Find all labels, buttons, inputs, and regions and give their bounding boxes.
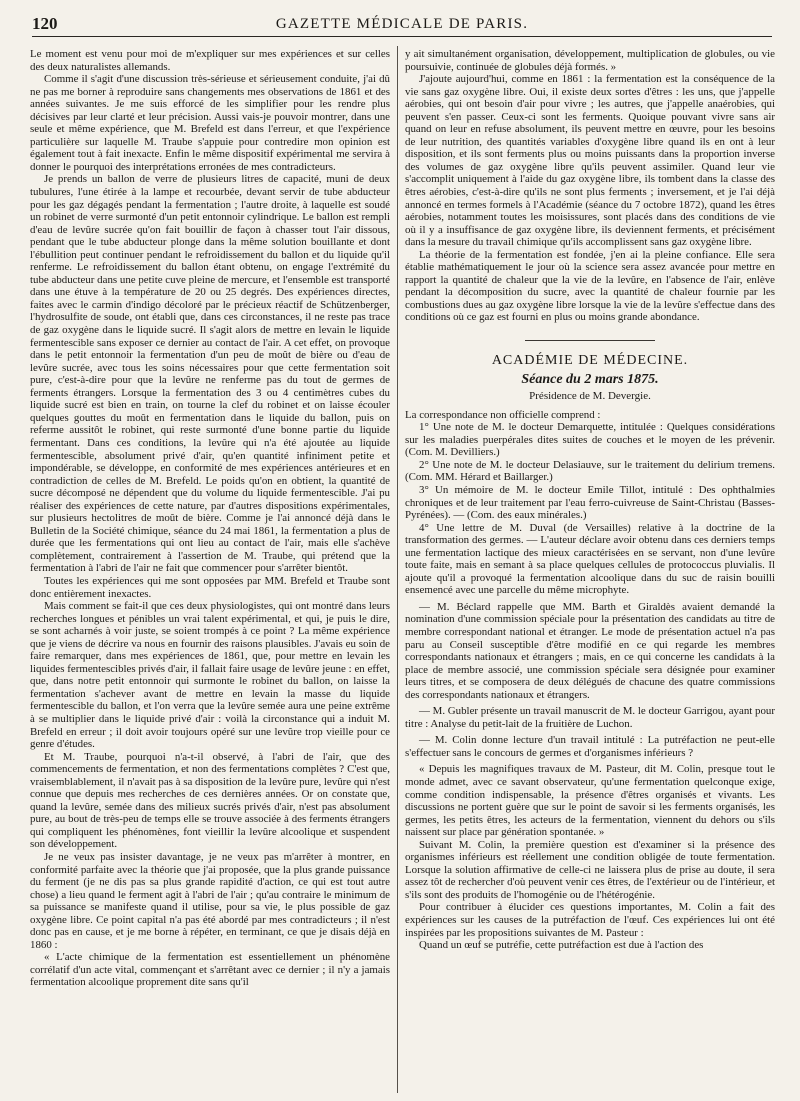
paragraph: Pour contribuer à élucider ces questions importantes, M. Colin a fait des expériences sur les causes de la putréfaction de l'œuf. Ces expériences lui ont été inspirées par les propositions suivantes de M. Pasteur : (405, 901, 775, 939)
presidence-line: Présidence de M. Devergie. (529, 390, 651, 403)
list-item: 2° Une note de M. le docteur Delasiauve, sur le traitement du delirium tremens. (Com. MM. Hérard et Baillarger.) (405, 458, 775, 484)
list-item: 3° Un mémoire de M. le docteur Emile Tillot, intitulé : Des ophthalmies chroniques et de leur traitement par l'eau ferro-cuivreuse de Saint-Christau (Basses-Pyrénées). — (Com. des eaux minérales.) (405, 483, 775, 522)
section-separator (525, 340, 655, 341)
quote-paragraph: « Depuis les magnifiques travaux de M. Pasteur, dit M. Colin, presque tout le monde admet, avec ce savant observateur, qu'une fermentation quelconque exige, comme condition indispensable, la présence d'êtres organisés et vivants. Les discussions ne portent guère que sur le point de savoir si les ferments organisés, les germes, les petits êtres, les acteurs de la fermentation, viennent du dehors ou s'ils naissent sur place par génération spontanée. » (405, 763, 775, 839)
page-header (32, 14, 772, 37)
paragraph: Et M. Traube, pourquoi n'a-t-il observé, à l'abri de l'air, que des commencements de fermentation, et non des fermentations complètes ? C'est que, vraisemblablement, il n'avait pas à sa disposition de la levûre pure, levûre qui n'est connue que depuis mes recherches de ces dernières années. Or on constate que, quand la levûre, semée dans des milieux sucrés privés d'air, n'est pas absolument pure, au bout de très-peu de temps elle se trouve associée à des ferments étrangers qui compliquent les phénomènes, font vieillir la levûre alcoolique et suspendent son développement. (30, 750, 390, 851)
journal-title: GAZETTE MÉDICALE DE PARIS. (275, 16, 529, 32)
session-title: Séance du 2 mars 1875. (521, 371, 659, 387)
paragraph: Mais comment se fait-il que ces deux physiologistes, qui ont montré dans leurs recherches longues et pénibles un vrai talent expérimental, et qui, je puis le dire, se sont acharnés à voir juste, se soient trompés à ce point ? La même expérience que je viens de décrire va nous en fournir des raisons plausibles. J'avais eu soin de faire remarquer, dans mes expériences de 1861, que, pour mettre en levain les liquides fermentescibles privés d'air, il fallait faire usage de levûre jeune : en effet, que, dans notre petit entonnoir qui surmonte le robinet du ballon, on laisse la fermentation s'achever avant de mettre en levain la masse du liquide fermentescible du ballon, et l'on verra que la levûre semée aura une peine extrême à se multiplier dans le liquide privé d'air : voilà la circonstance qui a induit M. Brefeld en erreur ; il doit avoir toujours opéré sur une levûre trop vieille pour ce genre d'études. (30, 600, 390, 751)
paragraph: — M. Gubler présente un travail manuscrit de M. le docteur Garrigou, ayant pour titre : Analyse du petit-lait de la fruitière de Luchon. (405, 705, 775, 730)
paragraph: Je ne veux pas insister davantage, je ne veux pas m'arrêter à montrer, en conformité parfaite avec la théorie que j'ai proposée, que la plus grande puissance du ferment (je ne dis pas sa plus grande rapidité d'action, ce qui est tout autre chose) a lieu quand le ferment agit à l'abri de l'air ; qu'au contraire le minimum de sa puissance se manifeste quand il utilise, pour sa vie, le plus possible de gaz oxygène libre. Ce point capital n'a pas été abordé par mes contradicteurs ; il n'est donc pas en cause, et je me borne à répéter, en terminant, ce que je disais déjà en 1860 : (30, 851, 390, 951)
paragraph: La correspondance non officielle comprend : (405, 408, 601, 421)
paragraph: Quand un œuf se putréfie, cette putréfaction est due à l'action des (419, 939, 704, 952)
paragraph: — M. Colin donne lecture d'un travail intitulé : La putréfaction ne peut-elle s'effectuer sans le concours de germes et d'organismes inférieurs ? (405, 734, 775, 759)
paragraph: Suivant M. Colin, la première question est d'examiner si la présence des organismes inférieurs est réellement une condition obligée de toute fermentation. Lorsque la solution affirmative de celle-ci ne laissera plus de prise au doute, il sera assez tôt de rechercher d'où peuvent venir ces êtres, de l'extérieur ou de l'intérieur, et s'ils sont des produits de l'homogénie ou de l'hétérogénie. (405, 838, 775, 901)
list-item: 4° Une lettre de M. Duval (de Versailles) relative à la doctrine de la transformation des germes. — L'auteur déclare avoir obtenu dans ces derniers temps une fermentation lactique des mieux caractérisées en se servant, non d'une levûre toute faite, mais en semant à sa place quelques cellules de protococcus pluvialis. Il ajoute qu'il a provoqué la fermentation alcoolique dans du suc de raisin bouilli ensemencé avec une parcelle du même microphyte. (405, 521, 775, 597)
paragraph: Je prends un ballon de verre de plusieurs litres de capacité, muni de deux tubulures, l'une étirée à la lampe et recourbée, devant servir de tube abducteur pour les gaz dégagés pendant la fermentation ; l'autre droite, à laquelle est soudé un robinet de verre surmonté d'un petit entonnoir cylindrique. Le ballon est rempli d'eau de levûre sucrée qu'on fait bouillir de façon à chasser tout l'air dissous, pendant que le tube abducteur plonge dans la même solution bouillante et dont l'ébullition peut continuer pendant le refroidissement du ballon et du liquide qu'il renferme. Le refroidissement du ballon étant obtenu, on engage l'extrémité du tube abducteur dans une petite cuve pleine de mercure, et l'ensemble est transporté dans une étuve à la température de 20 ou 25 degrés. Des expériences directes, faites avec le carmin d'indigo décoloré par le précieux réactif de Schützenberger, l'hydrosulfite de soude, ont établi que, dans ces circonstances, il ne reste pas trace de gaz oxygène dans le liquide sucré. Il s'agit alors de mettre en levain le liquide fermentescible sans exposer ce dernier au contact de l'air. A cet effet, on provoque dans le petit entonnoir la fermentation d'un peu de moût de bière ou d'eau de levûre sucrée, avec tous les soins nécessaires pour que cette fermentation soit pure, c'est-à-dire pour que la levûre ne renferme pas du tout de germes de ferments étrangers. Lorsque la fermentation des 3 ou 4 centimètres cubes du liquide sucré est bien en train, on tourne la clef du robinet et on laisse écouler quelques gouttes du moût en fermentation dans le liquide du ballon, puis on referme aussitôt le robinet, qui reste surmonté d'une bonne partie du liquide fermentant. Dans ces conditions, la levûre qui n'a été ajoutée au liquide fermentescible, absolument privé d'air, qu'en quantité infiniment petite et impondérable, se développe, en conformité de mes expériences antérieures et en contradiction de celles de M. Brefeld. Le poids qu'on en obtient, la quantité de sucre décomposé ne dépendent que du volume du liquide fermentescible. J'ai pu réaliser des expériences de cette nature, par d'autres dispositions expérimentales, sur plusieurs hectolitres de moût de bière. Comme je l'ai annoncé déjà dans le Bulletin de la Société chimique, séance du 24 mai 1861, la fermentation a plus de durée que les fermentations qui ont lieu au contact de l'air, mais elle s'achève complètement, contrairement à l'assertion de M. Traube, qui prétend que la fermentation à l'abri de l'air ne fait que commencer pour s'arrêter bientôt. (30, 173, 390, 575)
section-title: ACADÉMIE DE MÉDECINE. (491, 353, 689, 369)
paragraph: Toutes les expériences qui me sont opposées par MM. Brefeld et Traube sont donc entièrement inexactes. (30, 574, 390, 600)
column-divider (397, 46, 398, 1093)
left-column (30, 48, 390, 1095)
paragraph: y ait simultanément organisation, développement, multiplication de globules, ou vie poursuivie, continuée de globules déjà formés. » (405, 48, 775, 73)
paragraph: Comme il s'agit d'une discussion très-sérieuse et sérieusement conduite, j'ai dû ne pas me borner à reproduire sans changements mes observations de 1861 et des années suivantes. Je me suis efforcé de les simplifier pour les rendre plus décisives par leur clarté et leur précision. Aussi vais-je pouvoir montrer, dans une seule et même expérience, que M. Brefeld est dans l'erreur, et que l'expérience particulière sur laquelle M. Traube s'appuie pour contredire mon opinion est également tout à fait inexacte. Enfin le même dispositif expérimental me servira à donner le pourquoi des interprétations erronées de mes contradicteurs. (30, 73, 390, 173)
paragraph: La théorie de la fermentation est fondée, j'en ai la pleine confiance. Elle sera établie mathématiquement le jour où la science sera assez avancée pour mettre en rapport la quantité de chaleur que la vie de la levûre, en l'absence de l'air, enlève pendant la décomposition du sucre, avec la quantité de chaleur fournie par les combustions dues au gaz oxygène libre lorsque la vie de la levûre s'effectue dans des conditions où ce gaz est fourni en plus ou moins grande abondance. (405, 248, 775, 324)
right-column (405, 48, 775, 1095)
paragraph: J'ajoute aujourd'hui, comme en 1861 : la fermentation est la conséquence de la vie sans gaz oxygène libre. Oui, il existe deux sortes d'êtres : les uns, que j'appelle aérobies, qui ont besoin d'air pour vivre ; les autres, que j'appelle anaérobies, qui peuvent s'en passer. Ceux-ci sont les ferments. Quoique pouvant vivre sans air quand on leur en refuse absolument, ils peuvent mettre en œuvre, pour les besoins de leur nutrition, des quantités variables d'oxygène libre quand ils en ont à leur disposition, et ils sont ferments plus ou moins puissants dans la proportion inverse des volumes de gaz oxygène libre qu'ils peuvent assimiler. Quand leur vie s'accomplit uniquement à l'aide du gaz oxygène libre, ils tombent dans la classe des êtres aérobies, c'est-à-dire qu'ils ne sont plus ferments ; inversement, et je l'ai déjà annoncé en termes formels à l'Académie (séance du 7 octobre 1872), quand les êtres aérobies, notamment toutes les moisissures, sont placés dans des conditions de vie où il y a insuffisance de gaz oxygène libre, ils deviennent ferments, et précisément dans la mesure du travail chimique qu'ils accomplissent sans gaz oxygène libre. (405, 73, 775, 249)
paragraph: Le moment est venu pour moi de m'expliquer sur mes expériences et sur celles des deux naturalistes allemands. (30, 48, 390, 73)
quote-paragraph: « L'acte chimique de la fermentation est essentiellement un phénomène corrélatif d'un acte vital, commençant et s'arrêtant avec ce dernier ; il n'y a jamais fermentation alcoolique proprement dite sans qu'il (30, 951, 390, 989)
paragraph: — M. Béclard rappelle que MM. Barth et Giraldès avaient demandé la nomination d'une commission spéciale pour la présentation des candidats au titre de membre correspondant national et étranger. Le mode de présentation actuel n'a pas paru au Conseil susceptible d'être modifié en ce qui regarde les membres correspondants nationaux et étrangers ; mais, en ce qui concerne les candidats à la place de membre associé, une commission spéciale sera désignée pour examiner leurs titres, et se composera de deux délégués de chacune des quatre commissions des correspondants nationaux et étrangers. (405, 600, 775, 701)
list-item: 1° Une note de M. le docteur Demarquette, intitulée : Quelques considérations sur les maladies puerpérales dites suites de couches et le moyen de les prévenir. (Com. M. Devilliers.) (405, 421, 775, 459)
page-number: 120 (32, 14, 58, 33)
